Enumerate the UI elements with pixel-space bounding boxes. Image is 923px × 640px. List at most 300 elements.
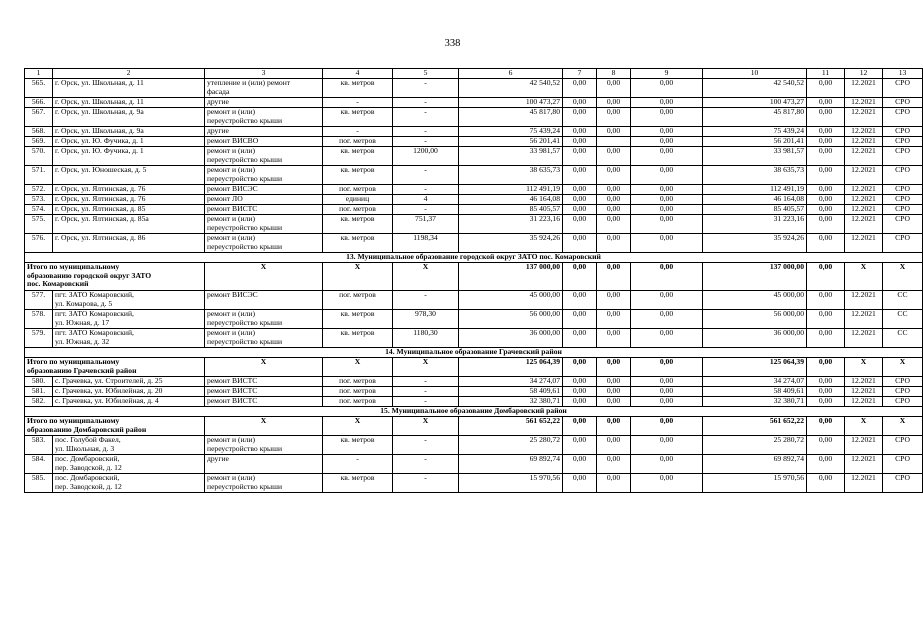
total-fund-owners: 125 064,39: [703, 358, 807, 377]
cell-total-cost: 31 223,16: [459, 215, 563, 234]
cell-fund-method: СРО: [883, 215, 923, 234]
table-row: [25, 79, 923, 98]
cell-work-type: ремонт и (или) переустройство крыши: [205, 474, 323, 493]
cell-unit: кв. метров: [323, 310, 393, 329]
cell-no: 582.: [25, 397, 53, 407]
cell-fund-regional: 0,00: [597, 329, 631, 348]
cell-specific-cost: 0,00: [807, 137, 845, 147]
cell-fund-owners: 56 201,41: [703, 137, 807, 147]
cell-total-cost: 112 491,19: [459, 185, 563, 195]
table-row: [25, 455, 923, 474]
cell-fund-federal: 0,00: [563, 205, 597, 215]
cell-work-type: ремонт ВИСТС: [205, 377, 323, 387]
cell-specific-cost: 0,00: [807, 436, 845, 455]
cell-volume: 751,37: [393, 215, 459, 234]
table-row: [25, 205, 923, 215]
cell-volume: -: [393, 166, 459, 185]
cell-specific-cost: 0,00: [807, 397, 845, 407]
cell-volume: -: [393, 79, 459, 98]
cell-fund-local: 0,00: [631, 127, 703, 137]
cell-deadline: 12.2021: [845, 137, 883, 147]
cell-work-type: ремонт ВИСЭС: [205, 185, 323, 195]
cell-fund-regional: 0,00: [597, 387, 631, 397]
cell-fund-owners: 56 000,00: [703, 310, 807, 329]
cell-fund-federal: 0,00: [563, 397, 597, 407]
cell-address: г. Орск, ул. Школьная, д. 11: [53, 98, 205, 108]
cell-fund-regional: 0,00: [597, 377, 631, 387]
cell-fund-method: СРО: [883, 98, 923, 108]
total-volume: X: [393, 417, 459, 436]
cell-unit: пог. метров: [323, 291, 393, 310]
total-label: Итого по муниципальному образованию Домбаровский район: [25, 417, 205, 436]
cell-specific-cost: 0,00: [807, 377, 845, 387]
cell-address: пгт. ЗАТО Комаровский, ул. Южная, д. 32: [53, 329, 205, 348]
cell-fund-federal: 0,00: [563, 377, 597, 387]
table-row: [25, 436, 923, 455]
cell-work-type: ремонт и (или) переустройство крыши: [205, 329, 323, 348]
total-unit: X: [323, 417, 393, 436]
cell-fund-method: СРО: [883, 79, 923, 98]
cell-fund-owners: 58 409,61: [703, 387, 807, 397]
cell-fund-federal: 0,00: [563, 329, 597, 348]
total-fund-federal: 0,00: [563, 358, 597, 377]
total-volume: X: [393, 263, 459, 291]
total-fund-method: X: [883, 358, 923, 377]
cell-volume: -: [393, 185, 459, 195]
cell-specific-cost: 0,00: [807, 166, 845, 185]
table-row: [25, 234, 923, 253]
cell-total-cost: 38 635,73: [459, 166, 563, 185]
cell-fund-local: 0,00: [631, 166, 703, 185]
cell-no: 566.: [25, 98, 53, 108]
cell-total-cost: 45 817,80: [459, 108, 563, 127]
cell-no: 569.: [25, 137, 53, 147]
cell-fund-owners: 15 970,56: [703, 474, 807, 493]
cell-total-cost: 25 280,72: [459, 436, 563, 455]
cell-work-type: ремонт и (или) переустройство крыши: [205, 147, 323, 166]
total-work-type: X: [205, 358, 323, 377]
cell-work-type: ремонт ВИСВО: [205, 137, 323, 147]
cell-fund-method: СС: [883, 291, 923, 310]
cell-fund-local: 0,00: [631, 455, 703, 474]
table-row: [25, 310, 923, 329]
column-number-header: 12: [845, 69, 883, 79]
cell-fund-method: СРО: [883, 166, 923, 185]
cell-fund-method: СРО: [883, 397, 923, 407]
total-deadline: X: [845, 358, 883, 377]
cell-fund-method: СРО: [883, 377, 923, 387]
cell-fund-owners: 100 473,27: [703, 98, 807, 108]
section-title: 13. Муниципальное образование городской округ ЗАТО пос. Комаровский: [25, 253, 923, 263]
cell-fund-local: 0,00: [631, 98, 703, 108]
total-work-type: X: [205, 417, 323, 436]
cell-fund-regional: 0,00: [597, 474, 631, 493]
cell-fund-local: 0,00: [631, 79, 703, 98]
cell-unit: пог. метров: [323, 397, 393, 407]
table-row: [25, 137, 923, 147]
cell-total-cost: 35 924,26: [459, 234, 563, 253]
cell-deadline: 12.2021: [845, 455, 883, 474]
cell-unit: -: [323, 455, 393, 474]
cell-total-cost: 32 380,71: [459, 397, 563, 407]
cell-fund-federal: 0,00: [563, 79, 597, 98]
total-fund-method: X: [883, 417, 923, 436]
cell-fund-federal: 0,00: [563, 215, 597, 234]
total-total-cost: 561 652,22: [459, 417, 563, 436]
cell-total-cost: 56 000,00: [459, 310, 563, 329]
column-number-header: 9: [631, 69, 703, 79]
cell-work-type: ремонт ВИСЭС: [205, 291, 323, 310]
cell-total-cost: 85 405,57: [459, 205, 563, 215]
table-row: [25, 195, 923, 205]
table-row: [25, 377, 923, 387]
cell-address: г. Орск, ул. Ю. Фучика, д. 1: [53, 147, 205, 166]
cell-fund-federal: 0,00: [563, 455, 597, 474]
cell-total-cost: 15 970,56: [459, 474, 563, 493]
cell-specific-cost: 0,00: [807, 291, 845, 310]
cell-fund-owners: 38 635,73: [703, 166, 807, 185]
cell-unit: пог. метров: [323, 137, 393, 147]
cell-fund-regional: [597, 137, 631, 147]
cell-no: 573.: [25, 195, 53, 205]
cell-work-type: другие: [205, 455, 323, 474]
cell-fund-local: 0,00: [631, 387, 703, 397]
total-label: Итого по муниципальному образованию Грачевский район: [25, 358, 205, 377]
cell-deadline: 12.2021: [845, 310, 883, 329]
cell-fund-regional: 0,00: [597, 215, 631, 234]
cell-fund-regional: 0,00: [597, 166, 631, 185]
cell-fund-owners: 31 223,16: [703, 215, 807, 234]
cell-fund-method: СРО: [883, 455, 923, 474]
cell-total-cost: 56 201,41: [459, 137, 563, 147]
cell-work-type: ремонт ВИСТС: [205, 397, 323, 407]
total-fund-regional: 0,00: [597, 358, 631, 377]
cell-fund-local: 0,00: [631, 397, 703, 407]
cell-work-type: ремонт ВИСТС: [205, 387, 323, 397]
total-specific-cost: 0,00: [807, 263, 845, 291]
column-number-header: 6: [459, 69, 563, 79]
cell-specific-cost: 0,00: [807, 185, 845, 195]
cell-no: 568.: [25, 127, 53, 137]
cell-no: 572.: [25, 185, 53, 195]
cell-unit: кв. метров: [323, 215, 393, 234]
cell-unit: пог. метров: [323, 185, 393, 195]
cell-address: пос. Домбаровский, пер. Заводской, д. 12: [53, 474, 205, 493]
cell-deadline: 12.2021: [845, 185, 883, 195]
cell-volume: -: [393, 108, 459, 127]
cell-fund-method: СРО: [883, 108, 923, 127]
cell-specific-cost: 0,00: [807, 205, 845, 215]
cell-address: пгт. ЗАТО Комаровский, ул. Южная, д. 17: [53, 310, 205, 329]
column-number-header: 8: [597, 69, 631, 79]
cell-specific-cost: 0,00: [807, 387, 845, 397]
cell-unit: пог. метров: [323, 205, 393, 215]
cell-no: 578.: [25, 310, 53, 329]
column-number-header: 3: [205, 69, 323, 79]
column-number-header: 2: [53, 69, 205, 79]
cell-deadline: 12.2021: [845, 377, 883, 387]
cell-fund-regional: 0,00: [597, 195, 631, 205]
cell-work-type: ремонт и (или) переустройство крыши: [205, 166, 323, 185]
cell-fund-local: 0,00: [631, 195, 703, 205]
cell-address: с. Грачевка, ул. Юбилейная, д. 20: [53, 387, 205, 397]
cell-fund-method: СРО: [883, 387, 923, 397]
cell-fund-regional: 0,00: [597, 291, 631, 310]
table-row: [25, 166, 923, 185]
cell-fund-owners: 25 280,72: [703, 436, 807, 455]
total-fund-federal: 0,00: [563, 263, 597, 291]
cell-address: г. Орск, ул. Ялтинская, д. 86: [53, 234, 205, 253]
cell-deadline: 12.2021: [845, 195, 883, 205]
cell-total-cost: 46 164,08: [459, 195, 563, 205]
cell-fund-owners: 42 540,52: [703, 79, 807, 98]
cell-no: 576.: [25, 234, 53, 253]
cell-work-type: утепление и (или) ремонт фасада: [205, 79, 323, 98]
cell-volume: 4: [393, 195, 459, 205]
cell-fund-local: 0,00: [631, 137, 703, 147]
cell-no: 583.: [25, 436, 53, 455]
total-fund-owners: 561 652,22: [703, 417, 807, 436]
cell-work-type: ремонт и (или) переустройство крыши: [205, 310, 323, 329]
cell-work-type: ремонт и (или) переустройство крыши: [205, 436, 323, 455]
cell-address: г. Орск, ул. Школьная, д. 11: [53, 79, 205, 98]
cell-specific-cost: 0,00: [807, 79, 845, 98]
cell-deadline: 12.2021: [845, 234, 883, 253]
table-row: [25, 127, 923, 137]
cell-fund-regional: 0,00: [597, 436, 631, 455]
cell-unit: кв. метров: [323, 147, 393, 166]
total-unit: X: [323, 358, 393, 377]
cell-fund-local: 0,00: [631, 377, 703, 387]
cell-fund-local: 0,00: [631, 474, 703, 493]
total-total-cost: 137 000,00: [459, 263, 563, 291]
cell-unit: кв. метров: [323, 234, 393, 253]
column-number-header: 5: [393, 69, 459, 79]
cell-total-cost: 58 409,61: [459, 387, 563, 397]
cell-fund-local: 0,00: [631, 234, 703, 253]
table-row: [25, 397, 923, 407]
total-fund-federal: 0,00: [563, 417, 597, 436]
cell-fund-regional: 0,00: [597, 147, 631, 166]
cell-address: пос. Домбаровский, пер. Заводской, д. 12: [53, 455, 205, 474]
total-deadline: X: [845, 263, 883, 291]
column-number-header: 13: [883, 69, 923, 79]
column-number-header: 7: [563, 69, 597, 79]
cell-unit: -: [323, 127, 393, 137]
cell-fund-regional: 0,00: [597, 310, 631, 329]
cell-no: 577.: [25, 291, 53, 310]
cell-deadline: 12.2021: [845, 98, 883, 108]
cell-specific-cost: 0,00: [807, 474, 845, 493]
table-row: [25, 387, 923, 397]
cell-total-cost: 36 000,00: [459, 329, 563, 348]
cell-total-cost: 69 892,74: [459, 455, 563, 474]
table-header-row: [25, 69, 923, 79]
cell-fund-local: 0,00: [631, 205, 703, 215]
cell-volume: -: [393, 436, 459, 455]
section-heading-row: [25, 407, 923, 417]
cell-fund-regional: 0,00: [597, 205, 631, 215]
total-volume: X: [393, 358, 459, 377]
cell-address: пгт. ЗАТО Комаровский, ул. Комарова, д. 5: [53, 291, 205, 310]
cell-no: 574.: [25, 205, 53, 215]
cell-volume: -: [393, 387, 459, 397]
column-number-header: 4: [323, 69, 393, 79]
cell-fund-method: СРО: [883, 205, 923, 215]
cell-deadline: 12.2021: [845, 127, 883, 137]
cell-address: г. Орск, ул. Ялтинская, д. 85а: [53, 215, 205, 234]
cell-work-type: другие: [205, 98, 323, 108]
cell-fund-regional: 0,00: [597, 234, 631, 253]
cell-volume: 1200,00: [393, 147, 459, 166]
cell-total-cost: 42 540,52: [459, 79, 563, 98]
cell-deadline: 12.2021: [845, 147, 883, 166]
cell-address: г. Орск, ул. Ялтинская, д. 76: [53, 185, 205, 195]
cell-volume: 1198,34: [393, 234, 459, 253]
cell-fund-local: 0,00: [631, 147, 703, 166]
cell-fund-federal: 0,00: [563, 234, 597, 253]
cell-fund-owners: 112 491,19: [703, 185, 807, 195]
cell-unit: кв. метров: [323, 329, 393, 348]
cell-address: г. Орск, ул. Ялтинская, д. 85: [53, 205, 205, 215]
cell-deadline: 12.2021: [845, 474, 883, 493]
cell-fund-federal: 0,00: [563, 387, 597, 397]
section-title: 15. Муниципальное образование Домбаровский район: [25, 407, 923, 417]
cell-fund-regional: 0,00: [597, 185, 631, 195]
cell-unit: кв. метров: [323, 108, 393, 127]
cell-fund-local: 0,00: [631, 108, 703, 127]
cell-deadline: 12.2021: [845, 397, 883, 407]
cell-fund-method: СРО: [883, 436, 923, 455]
cell-fund-federal: 0,00: [563, 291, 597, 310]
cell-fund-regional: 0,00: [597, 127, 631, 137]
cell-specific-cost: 0,00: [807, 329, 845, 348]
cell-deadline: 12.2021: [845, 108, 883, 127]
cell-fund-regional: 0,00: [597, 397, 631, 407]
cell-no: 570.: [25, 147, 53, 166]
cell-fund-owners: 35 924,26: [703, 234, 807, 253]
cell-fund-method: СРО: [883, 147, 923, 166]
municipality-total-row: [25, 417, 923, 436]
cell-deadline: 12.2021: [845, 205, 883, 215]
cell-volume: -: [393, 291, 459, 310]
cell-unit: кв. метров: [323, 166, 393, 185]
table-row: [25, 329, 923, 348]
total-total-cost: 125 064,39: [459, 358, 563, 377]
cell-no: 575.: [25, 215, 53, 234]
cell-fund-regional: 0,00: [597, 455, 631, 474]
cell-specific-cost: 0,00: [807, 127, 845, 137]
cell-deadline: 12.2021: [845, 79, 883, 98]
cell-volume: -: [393, 205, 459, 215]
cell-no: 584.: [25, 455, 53, 474]
cell-specific-cost: 0,00: [807, 234, 845, 253]
cell-fund-owners: 85 405,57: [703, 205, 807, 215]
cell-fund-method: СРО: [883, 127, 923, 137]
cell-work-type: ремонт ВИСТС: [205, 205, 323, 215]
cell-fund-local: 0,00: [631, 291, 703, 310]
cell-total-cost: 45 000,00: [459, 291, 563, 310]
cell-fund-local: 0,00: [631, 310, 703, 329]
cell-unit: пог. метров: [323, 377, 393, 387]
cell-volume: -: [393, 377, 459, 387]
cell-no: 579.: [25, 329, 53, 348]
cell-fund-federal: 0,00: [563, 474, 597, 493]
cell-address: пос. Голубой Факел, ул. Школьная, д. 3: [53, 436, 205, 455]
section-heading-row: [25, 253, 923, 263]
table-row: [25, 291, 923, 310]
cell-deadline: 12.2021: [845, 166, 883, 185]
cell-work-type: ремонт и (или) переустройство крыши: [205, 215, 323, 234]
cell-fund-federal: 0,00: [563, 108, 597, 127]
cell-fund-method: СРО: [883, 195, 923, 205]
cell-fund-federal: 0,00: [563, 147, 597, 166]
cell-address: г. Орск, ул. Ялтинская, д. 76: [53, 195, 205, 205]
cell-fund-regional: 0,00: [597, 79, 631, 98]
page-number: 338: [444, 38, 461, 49]
cell-unit: кв. метров: [323, 79, 393, 98]
cell-specific-cost: 0,00: [807, 98, 845, 108]
total-fund-regional: 0,00: [597, 263, 631, 291]
cell-work-type: ремонт ЛО: [205, 195, 323, 205]
cell-fund-owners: 69 892,74: [703, 455, 807, 474]
cell-specific-cost: 0,00: [807, 215, 845, 234]
table-row: [25, 98, 923, 108]
cell-fund-local: 0,00: [631, 215, 703, 234]
cell-fund-method: СРО: [883, 185, 923, 195]
total-fund-regional: 0,00: [597, 417, 631, 436]
municipality-total-row: [25, 263, 923, 291]
total-deadline: X: [845, 417, 883, 436]
total-work-type: X: [205, 263, 323, 291]
cell-no: 580.: [25, 377, 53, 387]
cell-fund-method: СРО: [883, 234, 923, 253]
total-fund-method: X: [883, 263, 923, 291]
cell-unit: единиц: [323, 195, 393, 205]
cell-fund-owners: 33 981,57: [703, 147, 807, 166]
cell-fund-method: СРО: [883, 137, 923, 147]
cell-deadline: 12.2021: [845, 387, 883, 397]
cell-fund-method: СРО: [883, 474, 923, 493]
cell-volume: -: [393, 127, 459, 137]
cell-deadline: 12.2021: [845, 215, 883, 234]
cell-fund-federal: 0,00: [563, 166, 597, 185]
cell-fund-local: 0,00: [631, 329, 703, 348]
total-fund-owners: 137 000,00: [703, 263, 807, 291]
cell-unit: кв. метров: [323, 474, 393, 493]
cell-total-cost: 34 274,07: [459, 377, 563, 387]
cell-deadline: 12.2021: [845, 329, 883, 348]
column-number-header: 10: [703, 69, 807, 79]
total-fund-local: 0,00: [631, 263, 703, 291]
cell-fund-owners: 34 274,07: [703, 377, 807, 387]
cell-fund-local: 0,00: [631, 185, 703, 195]
cell-no: 565.: [25, 79, 53, 98]
cell-fund-federal: 0,00: [563, 195, 597, 205]
cell-fund-federal: 0,00: [563, 436, 597, 455]
cell-volume: -: [393, 474, 459, 493]
cell-address: г. Орск, ул. Юношеская, д. 5: [53, 166, 205, 185]
cell-no: 585.: [25, 474, 53, 493]
table-row: [25, 215, 923, 234]
cell-fund-owners: 75 439,24: [703, 127, 807, 137]
cell-fund-owners: 45 817,80: [703, 108, 807, 127]
total-fund-local: 0,00: [631, 358, 703, 377]
section-heading-row: [25, 348, 923, 358]
cell-fund-method: СС: [883, 329, 923, 348]
cell-total-cost: 75 439,24: [459, 127, 563, 137]
cell-specific-cost: 0,00: [807, 455, 845, 474]
